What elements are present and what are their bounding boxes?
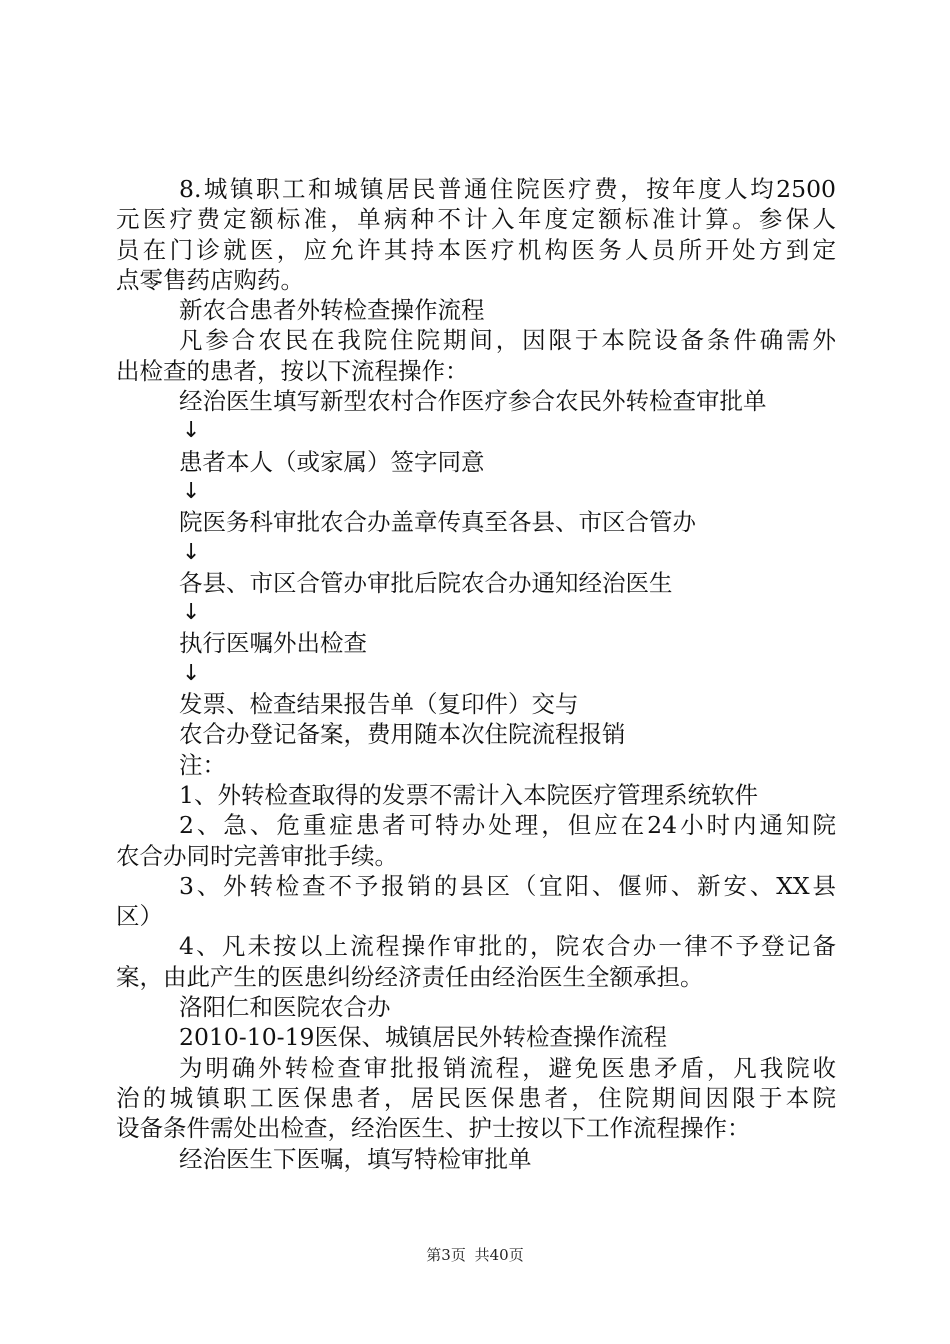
text-line: 为明确外转检查审批报销流程，避免医患矛盾，凡我院收 xyxy=(179,1053,836,1082)
page-footer xyxy=(0,1244,950,1265)
flow-step: 经治医生填写新型农村合作医疗参合农民外转检查审批单 xyxy=(179,387,767,416)
note-item-continuation: 农合办同时完善审批手续。 xyxy=(116,841,398,870)
note-item: 3、外转检查不予报销的县区（宜阳、偃师、新安、XX县 xyxy=(179,871,836,900)
notes-section xyxy=(116,750,836,992)
flow-step: 经治医生下医嘱，填写特检审批单 xyxy=(179,1144,532,1173)
note-item-continuation: 区） xyxy=(116,902,163,931)
notes-label: 注： xyxy=(179,750,226,779)
note-item: 1、外转检查取得的发票不需计入本院医疗管理系统软件 xyxy=(179,780,758,809)
down-arrow-icon: ↓ xyxy=(182,418,201,444)
flow-step: 患者本人（或家属）签字同意 xyxy=(179,447,485,476)
text-line: 点零售药店购药。 xyxy=(116,265,304,294)
down-arrow-icon: ↓ xyxy=(182,539,201,565)
text-line: 出检查的患者，按以下流程操作： xyxy=(116,356,469,385)
intro-paragraph xyxy=(116,325,836,386)
text-line: 元医疗费定额标准，单病种不计入年度定额标准计算。参保人 xyxy=(116,205,836,234)
text-line: 8.城镇职工和城镇居民普通住院医疗费，按年度人均2500 xyxy=(179,175,836,203)
text-line: 员在门诊就医，应允许其持本医疗机构医务人员所开处方到定 xyxy=(116,235,836,264)
flow-step: 执行医嘱外出检查 xyxy=(179,629,367,658)
text-line: 凡参合农民在我院住院期间，因限于本院设备条件确需外 xyxy=(179,326,836,355)
note-item-continuation: 案，由此产生的医患纠纷经济责任由经治医生全额承担。 xyxy=(116,962,704,991)
down-arrow-icon: ↓ xyxy=(182,600,201,626)
down-arrow-icon: ↓ xyxy=(182,660,201,686)
note-item: 2、急、危重症患者可特办处理，但应在24小时内通知院 xyxy=(179,811,836,840)
flow-chart xyxy=(116,386,836,750)
flow-step: 院医务科审批农合办盖章传真至各县、市区合管办 xyxy=(179,508,696,537)
signature-org: 洛阳仁和医院农合办 xyxy=(179,993,391,1022)
note-item: 4、凡未按以上流程操作审批的，院农合办一律不予登记备 xyxy=(179,932,836,961)
document-body xyxy=(116,174,836,1174)
paragraph-8 xyxy=(116,174,836,295)
page-total: 共40页 xyxy=(474,1246,524,1264)
down-arrow-icon: ↓ xyxy=(182,478,201,504)
flow-step-continuation: 农合办登记备案，费用随本次住院流程报销 xyxy=(179,720,626,749)
flow-step: 各县、市区合管办审批后院农合办通知经治医生 xyxy=(179,568,673,597)
flow-step: 发票、检查结果报告单（复印件）交与 xyxy=(179,690,579,719)
section-title: 2010-10-19医保、城镇居民外转检查操作流程 xyxy=(179,1023,667,1052)
section-title: 新农合患者外转检查操作流程 xyxy=(179,296,485,325)
text-line: 治的城镇职工医保患者，居民医保患者，住院期间因限于本院 xyxy=(116,1083,836,1112)
page-number: 第3页 xyxy=(426,1246,466,1264)
text-line: 设备条件需处出检查，经治医生、护士按以下工作流程操作： xyxy=(116,1114,751,1143)
intro-paragraph-2 xyxy=(116,1053,836,1144)
